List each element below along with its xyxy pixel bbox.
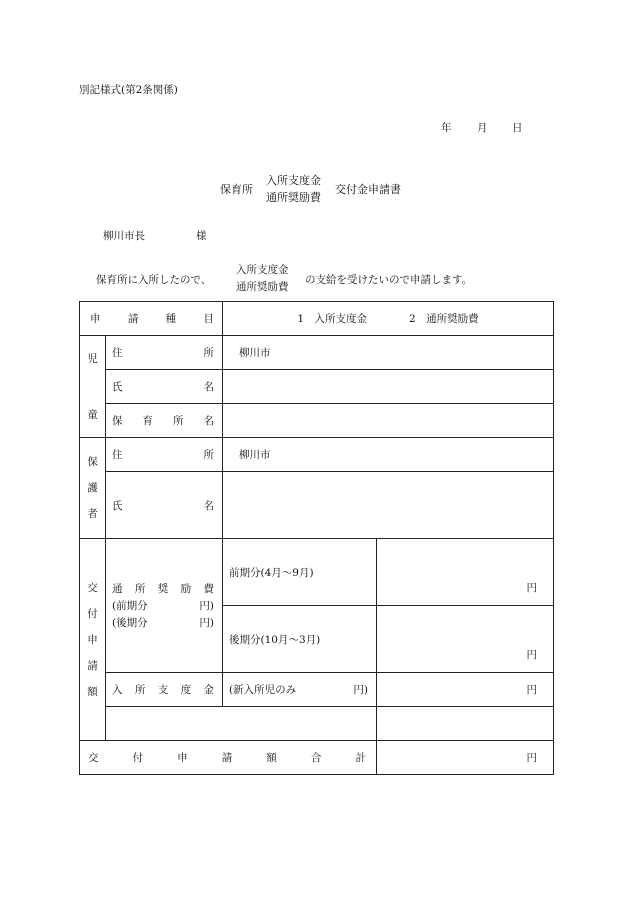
- row-commute-first: [80, 539, 554, 606]
- addressee-honorific: 様: [196, 230, 207, 242]
- admission-amount[interactable]: 円: [377, 673, 554, 707]
- child-nursery-field[interactable]: [223, 404, 554, 438]
- guardian-address-label: 住 所: [106, 438, 223, 472]
- child-address-field[interactable]: 柳川市: [223, 336, 554, 370]
- child-label-char: 児: [87, 352, 98, 365]
- first-half-subtotal[interactable]: (前期分 円): [112, 600, 214, 612]
- first-period-amount[interactable]: 円: [377, 539, 554, 606]
- row-blank: [80, 707, 554, 741]
- body-lead: 保育所に入所したので、: [96, 274, 212, 286]
- grant-group-label: 交 付 申 請 額: [80, 539, 106, 741]
- application-type-char: 申: [90, 313, 101, 325]
- admission-label: 入 所 支 度 金: [106, 673, 223, 707]
- row-guardian-address: [80, 438, 554, 472]
- date-day-label: 日: [512, 122, 523, 134]
- row-child-nursery: [80, 404, 554, 438]
- row-application-type: [80, 302, 554, 336]
- application-type-char: 種: [165, 313, 177, 325]
- application-type-options[interactable]: 1 入所支度金 2 通所奨励費: [223, 302, 554, 336]
- body-option-admission: 入所支度金: [236, 264, 289, 276]
- guardian-name-field[interactable]: [223, 472, 554, 539]
- row-total: [80, 741, 554, 775]
- total-label: 交 付 申 請 額 合 計: [80, 741, 377, 775]
- second-period-label: 後期分(10月～3月): [223, 606, 377, 673]
- child-address-label: 住 所: [106, 336, 223, 370]
- second-half-subtotal[interactable]: (後期分 円): [112, 617, 214, 629]
- commute-label-cell: [106, 539, 223, 673]
- total-amount[interactable]: 円: [377, 741, 554, 775]
- date-month-label: 月: [477, 122, 488, 134]
- child-nursery-label: 保 育 所 名: [106, 404, 223, 438]
- application-form-table: [79, 301, 554, 775]
- child-name-field[interactable]: [223, 370, 554, 404]
- application-type-char: 請: [127, 313, 139, 325]
- body-options: [236, 262, 289, 296]
- row-admission: [80, 673, 554, 707]
- child-name-label: 氏 名: [106, 370, 223, 404]
- blank-cell[interactable]: [106, 707, 377, 741]
- form-number: 別記様式(第2条関係): [79, 84, 178, 96]
- application-type-label-cell: [80, 302, 223, 336]
- guardian-group-label: 保 護 者: [80, 438, 106, 539]
- title-suffix: 交付金申請書: [335, 183, 401, 196]
- body-trail: の支給を受けたいので申請します。: [305, 274, 473, 286]
- row-child-address: [80, 336, 554, 370]
- admission-new-only[interactable]: (新入所児のみ 円): [223, 673, 377, 707]
- addressee-name: 柳川市長: [103, 230, 145, 242]
- date-year-label: 年: [441, 122, 452, 134]
- title-prefix: 保育所: [220, 183, 253, 196]
- second-period-amount[interactable]: 円: [377, 606, 554, 673]
- body-option-commute: 通所奨励費: [236, 281, 289, 293]
- title-option-admission: 入所支度金: [266, 174, 321, 187]
- commute-label: 通 所 奨 励 費: [112, 583, 214, 595]
- guardian-address-field[interactable]: 柳川市: [223, 438, 554, 472]
- row-guardian-name: [80, 472, 554, 539]
- title-option-commute: 通所奨励費: [266, 191, 321, 204]
- guardian-name-label: 氏 名: [106, 472, 223, 539]
- child-group-label: [80, 336, 106, 438]
- title-options: [266, 172, 321, 206]
- blank-amount-cell[interactable]: [377, 707, 554, 741]
- application-type-char: 目: [203, 313, 214, 325]
- first-period-label: 前期分(4月～9月): [223, 539, 377, 606]
- child-label-char: 童: [87, 408, 98, 421]
- row-child-name: [80, 370, 554, 404]
